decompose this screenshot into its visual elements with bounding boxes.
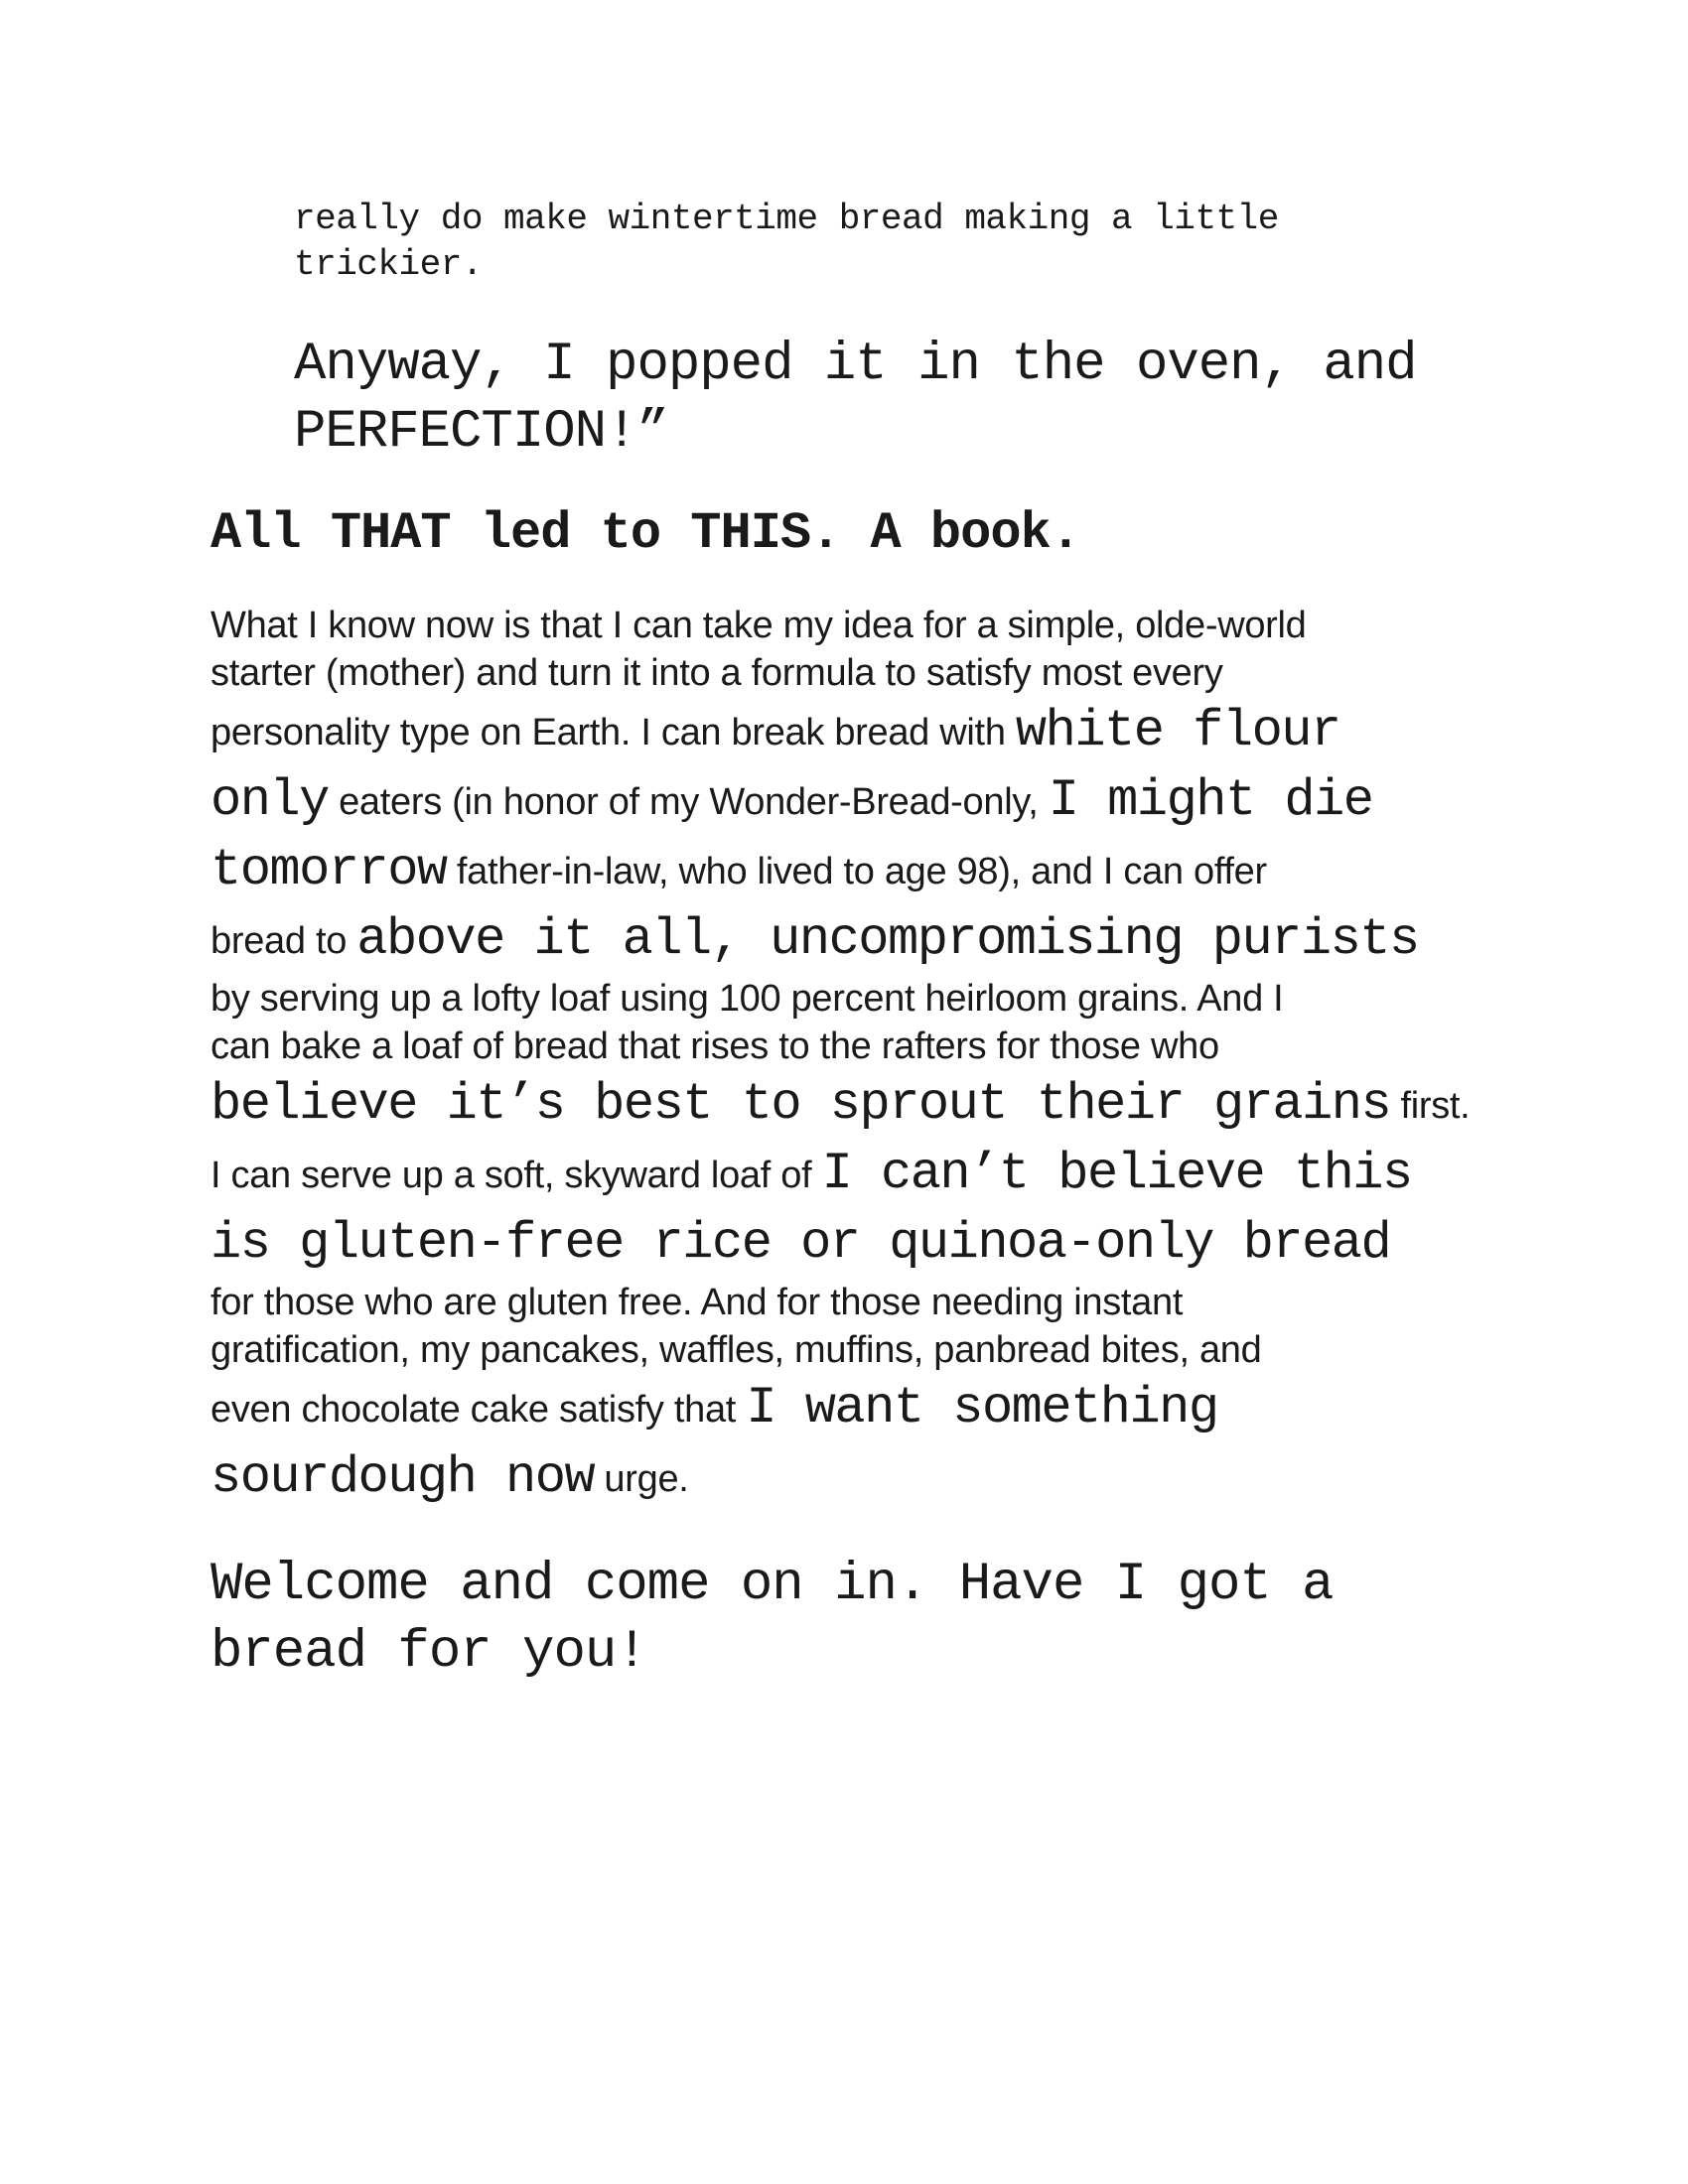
closing-line-1: Welcome and come on in. Have I got a xyxy=(211,1555,1334,1615)
emphasis-text: is gluten-free rice or quinoa-only bread xyxy=(211,1214,1391,1273)
body-text: urge. xyxy=(594,1458,689,1500)
body-line-13 xyxy=(211,1326,1501,1374)
body-line-4 xyxy=(211,766,1501,836)
body-line-9 xyxy=(211,1070,1501,1140)
body-text: first. xyxy=(1390,1085,1471,1127)
emphasis-text: sourdough now xyxy=(211,1448,595,1507)
body-line-5 xyxy=(211,836,1501,905)
quote-large-line-2: PERFECTION!” xyxy=(294,402,668,463)
body-paragraph xyxy=(211,602,1501,1513)
body-text: father-in-law, who lived to age 98), and I can offer xyxy=(446,851,1267,892)
body-line-15 xyxy=(211,1443,1501,1513)
quote-small-line-1: really do make wintertime bread making a little xyxy=(294,199,1279,239)
body-line-7 xyxy=(211,975,1501,1023)
body-text: gratification, my pancakes, waffles, muffins, panbread bites, and xyxy=(211,1329,1262,1371)
body-text: personality type on Earth. I can break bread with xyxy=(211,712,1016,753)
body-text: for those who are gluten free. And for those needing instant xyxy=(211,1282,1184,1323)
quote-continuation xyxy=(294,197,1436,288)
quote-small-line-2: trickier. xyxy=(294,244,483,285)
emphasis-text: I might die xyxy=(1048,771,1373,830)
body-line-12 xyxy=(211,1279,1501,1326)
emphasis-text: believe it’s best to sprout their grains xyxy=(211,1075,1391,1134)
body-line-8 xyxy=(211,1023,1501,1070)
quote-conclusion xyxy=(294,332,1436,467)
body-text: eaters (in honor of my Wonder-Bread-only, xyxy=(328,781,1049,823)
body-line-6 xyxy=(211,905,1501,975)
body-text: bread to xyxy=(211,920,357,962)
body-text: starter (mother) and turn it into a formula to satisfy most every xyxy=(211,652,1223,694)
body-line-10 xyxy=(211,1140,1501,1209)
body-line-11 xyxy=(211,1209,1501,1279)
closing-statement xyxy=(211,1552,1501,1687)
body-line-3 xyxy=(211,697,1501,766)
quote-large-line-1: Anyway, I popped it in the oven, and xyxy=(294,335,1417,395)
body-text: even chocolate cake satisfy that xyxy=(211,1389,747,1431)
body-text: I can serve up a soft, skyward loaf of xyxy=(211,1155,822,1196)
body-line-2 xyxy=(211,649,1501,697)
body-line-14 xyxy=(211,1374,1501,1443)
body-text: by serving up a lofty loaf using 100 percent heirloom grains. And I xyxy=(211,978,1284,1020)
emphasis-text: I can’t believe this xyxy=(821,1145,1412,1203)
closing-line-2: bread for you! xyxy=(211,1622,647,1683)
body-text: can bake a loaf of bread that rises to the rafters for those who xyxy=(211,1025,1219,1067)
emphasis-text: tomorrow xyxy=(211,841,447,899)
section-heading: All THAT led to THIS. A book. xyxy=(211,504,1080,563)
emphasis-text: above it all, uncompromising purists xyxy=(356,910,1419,969)
emphasis-text: I want something xyxy=(746,1379,1218,1437)
body-line-1 xyxy=(211,602,1501,649)
emphasis-text: only xyxy=(211,771,329,830)
body-text: What I know now is that I can take my idea for a simple, olde-world xyxy=(211,605,1307,646)
emphasis-text: white flour xyxy=(1015,702,1340,760)
